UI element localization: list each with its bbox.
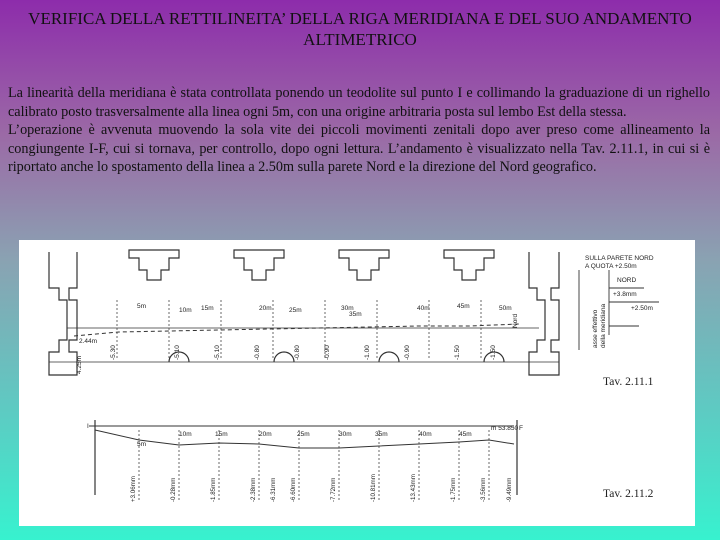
side-label-1: 4.25m bbox=[76, 355, 83, 374]
svg-text:-0.80: -0.80 bbox=[254, 345, 261, 360]
tav2-distance-labels bbox=[87, 423, 523, 448]
svg-text:25m: 25m bbox=[289, 307, 302, 314]
svg-text:-1.50: -1.50 bbox=[454, 345, 461, 360]
point-f-label: F bbox=[519, 425, 523, 432]
svg-text:-1.00: -1.00 bbox=[364, 345, 371, 360]
svg-text:20m: 20m bbox=[259, 305, 272, 312]
tav1-distance-labels bbox=[137, 303, 512, 318]
svg-text:-2.38mm: -2.38mm bbox=[250, 477, 257, 502]
caption-tav-1: Tav. 2.11.1 bbox=[603, 376, 654, 388]
svg-text:50m: 50m bbox=[499, 305, 512, 312]
svg-text:-5.30: -5.30 bbox=[110, 345, 117, 360]
note-nord-vertical: Nord bbox=[512, 313, 519, 328]
svg-text:15m: 15m bbox=[215, 431, 228, 438]
svg-text:-1.50: -1.50 bbox=[490, 345, 497, 360]
svg-text:30m: 30m bbox=[339, 431, 352, 438]
note-2-50m: +2.50m bbox=[631, 305, 653, 312]
svg-text:-1.75mm: -1.75mm bbox=[450, 477, 457, 502]
body-text bbox=[8, 84, 710, 177]
tav2-end-label: m 53.850 bbox=[491, 425, 519, 432]
svg-text:20m: 20m bbox=[259, 431, 272, 438]
svg-text:30m: 30m bbox=[341, 305, 354, 312]
svg-text:15m: 15m bbox=[201, 305, 214, 312]
caption-tav-2: Tav. 2.11.2 bbox=[603, 488, 654, 500]
svg-text:40m: 40m bbox=[417, 305, 430, 312]
svg-text:-6.60mm: -6.60mm bbox=[290, 477, 297, 502]
svg-text:40m: 40m bbox=[419, 431, 432, 438]
svg-text:-13.43mm: -13.43mm bbox=[410, 474, 417, 502]
side-label-2: 2.44m bbox=[79, 338, 98, 345]
figure-panel bbox=[19, 240, 695, 526]
svg-text:-0.90: -0.90 bbox=[404, 345, 411, 360]
paragraph-1: La linearità della meridiana è stata controllata ponendo un teodolite sul punto I e collimando la graduazione di un righello calibrato posto trasversalmente alla linea ogni 5m, con una origine arbitraria posta sul lembo Est della stessa. bbox=[8, 85, 710, 120]
note-nord: NORD bbox=[617, 277, 637, 284]
note-parete-nord: SULLA PARETE NORD bbox=[585, 255, 654, 262]
svg-text:-7.72mm: -7.72mm bbox=[330, 477, 337, 502]
paragraph-2: L’operazione è avvenuta muovendo la sola vite dei piccoli movimenti zenitali dopo aver preso come allineamento la congiungente I-F, cui si tornava, per controllo, dopo ogni lettura. L’andamento è visualizzato nella Tav. 2.11.1, in cui si è riportato anche lo spostamento della linea a 2.50m sulla parete Nord e la direzione del Nord geografico. bbox=[8, 122, 710, 175]
svg-text:10m: 10m bbox=[179, 307, 192, 314]
svg-text:-0.28mm: -0.28mm bbox=[170, 477, 177, 502]
note-quota: A QUOTA +2.50m bbox=[585, 263, 637, 270]
svg-text:-9.49mm: -9.49mm bbox=[506, 477, 513, 502]
svg-text:-3.56mm: -3.56mm bbox=[480, 477, 487, 502]
svg-text:-1.85mm: -1.85mm bbox=[210, 477, 217, 502]
svg-text:35m: 35m bbox=[375, 431, 388, 438]
technical-drawing bbox=[19, 240, 695, 526]
svg-text:-5.10: -5.10 bbox=[174, 345, 181, 360]
svg-text:-6.31mm: -6.31mm bbox=[270, 477, 277, 502]
svg-text:-5.10: -5.10 bbox=[214, 345, 221, 360]
svg-text:+3.06mm: +3.06mm bbox=[130, 476, 137, 502]
svg-text:10m: 10m bbox=[179, 431, 192, 438]
svg-text:35m: 35m bbox=[349, 311, 362, 318]
svg-text:5m: 5m bbox=[137, 303, 147, 310]
note-asse: asse effettivo bbox=[592, 309, 599, 348]
page-title: VERIFICA DELLA RETTILINEITA’ DELLA RIGA MERIDIANA E DEL SUO ANDAMENTO ALTIMETRICO bbox=[28, 9, 692, 49]
note-3-8mm: +3.8mm bbox=[613, 291, 637, 298]
svg-text:5m: 5m bbox=[137, 441, 147, 448]
svg-text:-0.90: -0.90 bbox=[324, 345, 331, 360]
svg-text:-10.81mm: -10.81mm bbox=[370, 474, 377, 502]
svg-text:45m: 45m bbox=[457, 303, 470, 310]
svg-text:45m: 45m bbox=[459, 431, 472, 438]
svg-text:-0.80: -0.80 bbox=[294, 345, 301, 360]
svg-text:25m: 25m bbox=[297, 431, 310, 438]
note-meridiana: della meridiana bbox=[600, 303, 607, 348]
point-i-label: I bbox=[87, 423, 89, 430]
tav2-readings bbox=[130, 474, 513, 502]
